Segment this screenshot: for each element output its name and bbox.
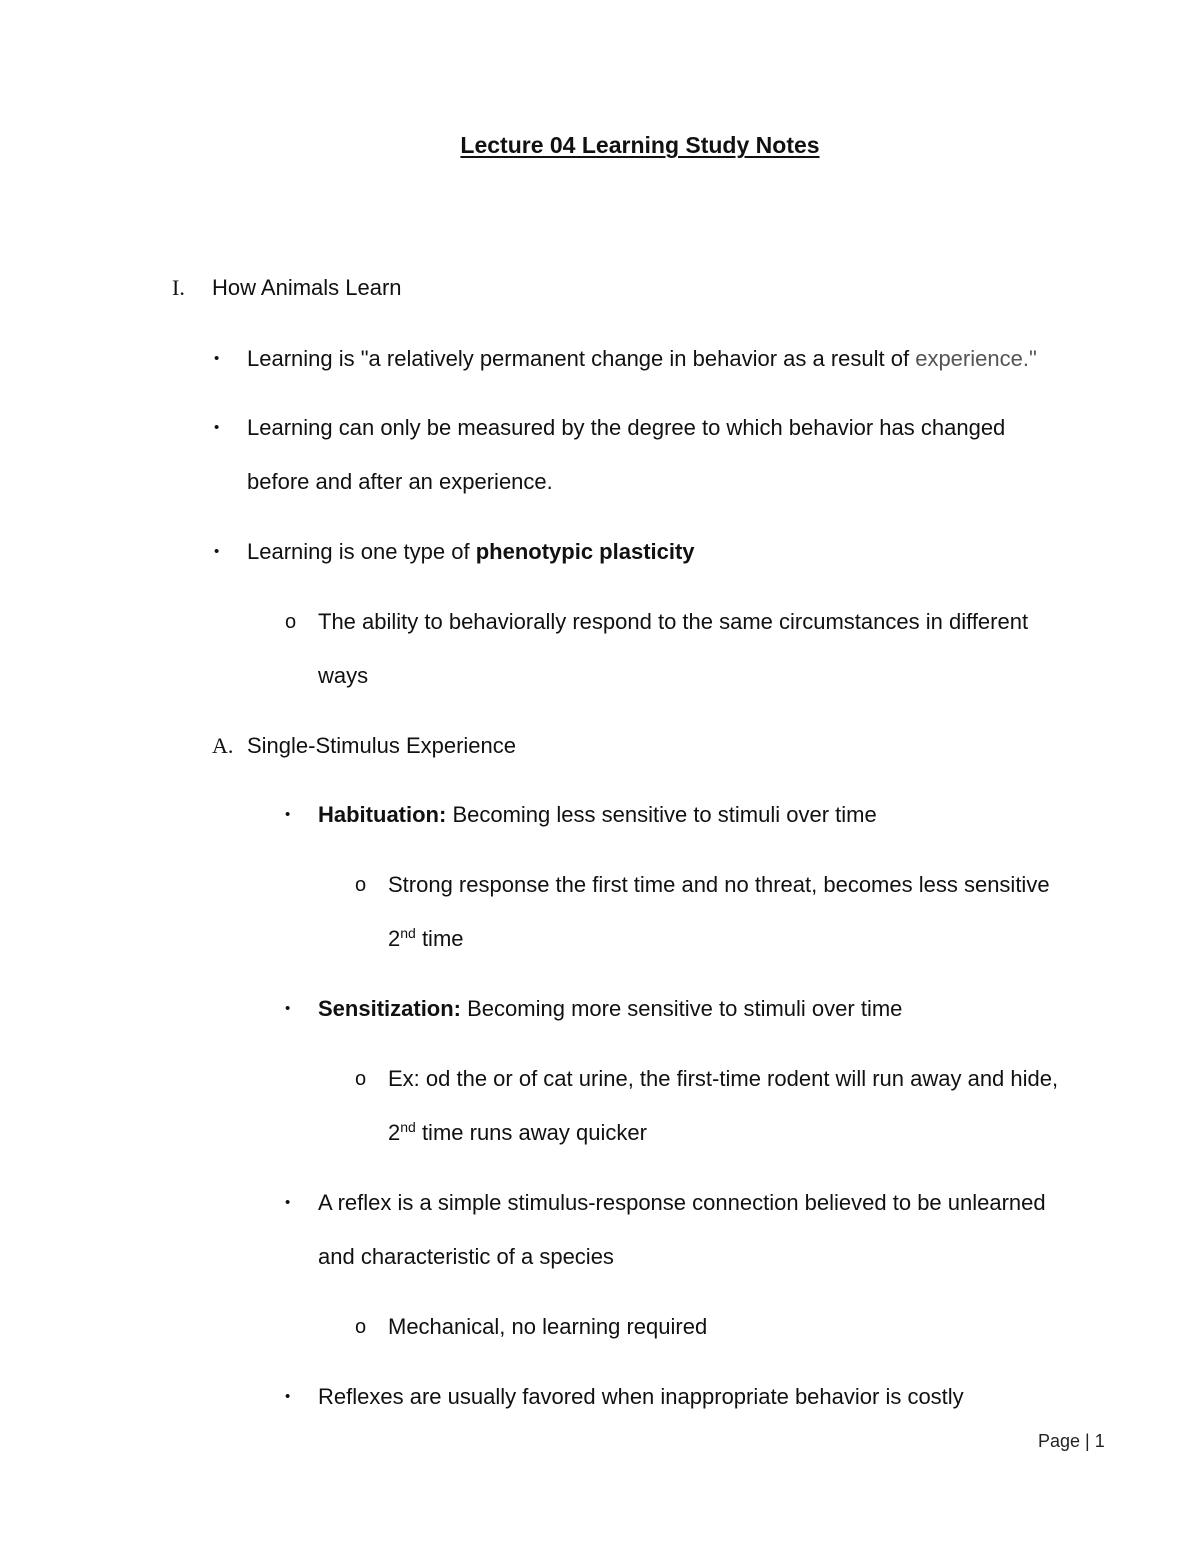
ordinal-number: 2 (388, 1120, 401, 1145)
sub-bullet-icon: o (355, 874, 367, 896)
list-item-text: Learning is one type of (247, 539, 476, 564)
ordinal-number: 2 (388, 926, 401, 951)
page-title: Lecture 04 Learning Study Notes (460, 132, 820, 158)
bullet-icon: • (285, 806, 291, 823)
ordinal-suffix: nd (400, 1119, 416, 1135)
section-heading: Single-Stimulus Experience (247, 733, 517, 758)
bullet-icon: • (285, 1000, 291, 1017)
list-item-line: Learning can only be measured by the degree to which behavior has changed (247, 415, 1006, 440)
sub-item-line: Strong response the first time and no threat, becomes less sensitive (388, 872, 1050, 897)
list-item-line: before and after an experience. (247, 469, 553, 494)
sub-item-text: time (415, 926, 464, 951)
list-item-gray-text: experience." (915, 346, 1037, 371)
bullet-icon: • (214, 419, 220, 436)
list-item-habituation (318, 801, 877, 829)
list-item-text: Learning is "a relatively permanent change in behavior as a result of (247, 346, 916, 371)
bold-term: Habituation: (318, 802, 447, 827)
bullet-icon: • (285, 1194, 291, 1211)
bullet-icon: • (214, 350, 220, 367)
sub-item-line (388, 925, 464, 953)
ordinal-suffix: nd (400, 925, 416, 941)
page-number: Page | 1 (1038, 1431, 1105, 1451)
sub-bullet-icon: o (355, 1068, 367, 1090)
sub-item-text: time runs away quicker (415, 1120, 647, 1145)
list-item-line: A reflex is a simple stimulus-response connection believed to be unlearned (318, 1190, 1046, 1215)
sub-bullet-icon: o (355, 1316, 367, 1338)
sub-item-line: Ex: od the or of cat urine, the first-time rodent will run away and hide, (388, 1066, 1059, 1091)
section-marker-alpha: A. (212, 733, 234, 758)
list-item-sensitization (318, 995, 902, 1023)
bullet-icon: • (285, 1388, 291, 1405)
list-item-text: Becoming less sensitive to stimuli over time (446, 802, 877, 827)
list-item-text: Becoming more sensitive to stimuli over time (461, 996, 903, 1021)
section-heading: How Animals Learn (212, 275, 402, 300)
list-item-line: and characteristic of a species (318, 1244, 614, 1269)
list-item-plasticity (247, 538, 695, 566)
sub-item-line: ways (318, 663, 369, 688)
sub-bullet-icon: o (285, 611, 297, 633)
section-marker-roman: I. (172, 275, 185, 300)
bold-term: phenotypic plasticity (475, 539, 695, 564)
list-item-definition (247, 345, 1037, 373)
bullet-icon: • (214, 543, 220, 560)
bold-term: Sensitization: (318, 996, 462, 1021)
sub-item-line: Mechanical, no learning required (388, 1314, 708, 1339)
list-item-line: Reflexes are usually favored when inappropriate behavior is costly (318, 1384, 964, 1409)
sub-item-line: The ability to behaviorally respond to the same circumstances in different (318, 609, 1029, 634)
sub-item-line (388, 1119, 647, 1147)
